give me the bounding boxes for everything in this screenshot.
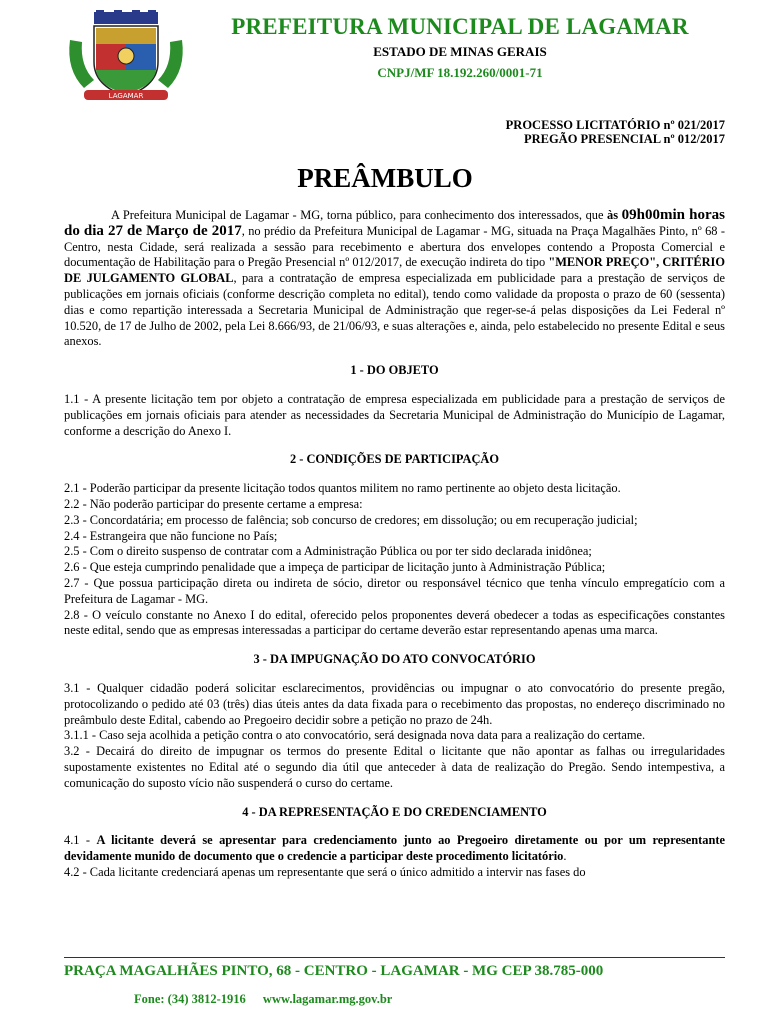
list-item: 2.6 - Que esteja cumprindo penalidade que a impeça de participar de licitação junto à Administração Pública; <box>64 560 606 575</box>
footer-address: PRAÇA MAGALHÃES PINTO, 68 - CENTRO - LAGAMAR - MG CEP 38.785-000 <box>64 963 604 979</box>
section-title: 2 - CONDIÇÕES DE PARTICIPAÇÃO <box>289 452 500 467</box>
list-item: 3.2 - Decairá do direito de impugnar os termos do presente Edital o licitante que não apontar as falhas ou irregularidades supostamente existentes no Edital até o segundo dia útil que anteceder à data de realização do Pregão. Sendo intempestiva, a comunicação do suposto vício não suspenderá o curso do certame. <box>64 744 725 790</box>
state-name: ESTADO DE MINAS GERAIS <box>373 44 547 59</box>
municipal-coat-of-arms-icon <box>64 10 188 102</box>
list-item: 2.5 - Com o direito suspenso de contratar com a Administração Pública ou por ter sido declarada inidônea; <box>64 544 592 559</box>
letterhead <box>0 0 770 110</box>
footer-phone: Fone: (34) 3812-1916 <box>134 992 246 1006</box>
footer-website: www.lagamar.mg.gov.br <box>262 992 393 1006</box>
svg-text:LAGAMAR: LAGAMAR <box>108 92 144 100</box>
footer-contact <box>134 992 406 1007</box>
cnpj-number: CNPJ/MF 18.192.260/0001-71 <box>377 65 543 80</box>
document-body <box>64 208 725 881</box>
process-number: PROCESSO LICITATÓRIO nº 021/2017 <box>505 118 725 132</box>
section-title: 3 - DA IMPUGNAÇÃO DO ATO CONVOCATÓRIO <box>253 652 536 667</box>
pregao-number: PREGÃO PRESENCIAL nº 012/2017 <box>523 132 725 146</box>
list-item: 2.3 - Concordatária; em processo de falência; sob concurso de credores; em dissolução; ou em recuperação judicial; <box>64 512 638 527</box>
list-item: 4.1 - A licitante deverá se apresentar para credenciamento junto ao Pregoeiro diretamente ou por um representante devidamente munido de documento que o credencie a participar deste procedimento licitatório. <box>64 833 725 864</box>
preamble-paragraph: A Prefeitura Municipal de Lagamar - MG, torna público, para conhecimento dos interessados, que às 09h00min horas do dia 27 de Março de 2017, no prédio da Prefeitura Municipal de Lagamar - MG, situada na Praça Magalhães Pinto, nº 68 - Centro, nesta Cidade, será realizada a sessão para recebimento e abertura dos envelopes contendo a Proposta Comercial e documentação de Habilitação para o Pregão Presencial nº 012/2017, de execução indireta do tipo "MENOR PREÇO", CRITÉRIO DE JULGAMENTO GLOBAL, para a contratação de empresa especializada em publicidade para a prestação de serviços de publicações em jornais oficiais (conforme descrição completa no edital), tendo como validade da proposta o prazo de 60 (sessenta) dias e como repartição interessada a Secretaria Municipal de Administração que reger-se-á pelas disposições da Lei Federal nº 10.520, de 17 de Julho de 2002, pela Lei 8.666/93, de 21/06/93, e suas alterações e, ainda, pelo estabelecido no presente Edital e seus anexos. <box>64 207 725 349</box>
section-title: 1 - DO OBJETO <box>350 363 439 378</box>
list-item: 3.1.1 - Caso seja acolhida a petição contra o ato convocatório, será designada nova data para a realização do certame. <box>64 728 646 743</box>
list-item: 2.2 - Não poderão participar do presente certame a empresa: <box>64 496 363 511</box>
list-item: 2.4 - Estrangeira que não funcione no País; <box>64 528 278 543</box>
footer-divider <box>64 957 725 958</box>
list-item: 3.1 - Qualquer cidadão poderá solicitar esclarecimentos, providências ou impugnar o ato convocatório do presente pregão, protocolizando o pedido até 03 (três) dias úteis antes da data fixada para o recebimento das propostas, no endereço discriminado no preâmbulo deste Edital, cabendo ao Pregoeiro decidir sobre a petição no prazo de 24h. <box>64 680 725 727</box>
municipality-title: PREFEITURA MUNICIPAL DE LAGAMAR <box>231 14 689 39</box>
list-item: 1.1 - A presente licitação tem por objeto a contratação de empresa especializada em publicidade para a prestação de serviços de publicações em jornais oficiais para atender as necessidades da Secretaria Municipal de Administração do Município de Lagamar, conforme a descrição do Anexo I. <box>64 391 725 438</box>
preamble-title: PREÂMBULO <box>297 163 473 193</box>
section-title: 4 - DA REPRESENTAÇÃO E DO CREDENCIAMENTO <box>242 804 547 819</box>
process-info <box>506 118 725 146</box>
list-item: 4.2 - Cada licitante credenciará apenas um representante que será o único admitido a intervir nas fases do <box>64 864 586 879</box>
list-item: 2.8 - O veículo constante no Anexo I do edital, oferecido pelos proponentes deverá obedecer a todas as especificações constantes neste edital, sendo que as empresas interessadas a participar do certame deverão estar representando apenas uma marca. <box>64 607 725 638</box>
list-item: 2.7 - Que possua participação direta ou indireta de sócio, diretor ou responsável técnico que tenha vínculo empregatício com a Prefeitura de Lagamar - MG. <box>64 575 725 606</box>
list-item: 2.1 - Poderão participar da presente licitação todos quantos militem no ramo pertinente ao objeto desta licitação. <box>64 481 621 496</box>
